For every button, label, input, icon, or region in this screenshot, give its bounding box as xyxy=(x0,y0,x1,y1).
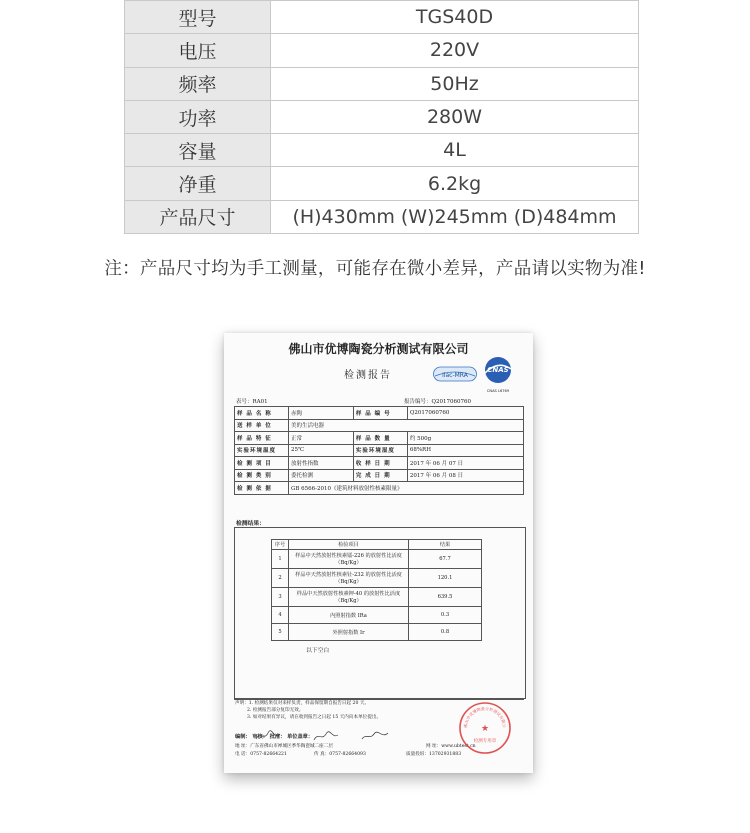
info-value: 2017 年 06 月 08 日 xyxy=(407,469,523,482)
spec-value: 220V xyxy=(271,34,639,67)
spec-value: 50Hz xyxy=(271,67,639,100)
handwritten-signatures-icon xyxy=(254,729,404,743)
result-item: 内照射指数 IRa xyxy=(289,607,409,624)
info-label: 样 品 名 称 xyxy=(235,407,289,420)
report-website: 网 址：www.ubtest.cn xyxy=(426,744,476,749)
cnas-logo-icon xyxy=(477,355,519,395)
report-fax: 传 真：0757-82664093 xyxy=(314,752,366,757)
spec-value: TGS40D xyxy=(271,1,639,34)
svg-text:检测专用章: 检测专用章 xyxy=(473,739,497,744)
svg-text:CNAS L6769: CNAS L6769 xyxy=(486,389,510,393)
result-header: 结果 xyxy=(409,540,482,550)
info-value: 68%RH xyxy=(407,444,523,457)
statement-3: 3. 如对结果有异议，请在收到报告之日起 15 天内向本单位提出。 xyxy=(247,715,382,720)
spec-row xyxy=(125,167,639,200)
result-item: 样品中天然放射性核素镭-226 的放射性比活度（Bq/Kg） xyxy=(289,550,409,569)
spec-label: 功率 xyxy=(125,100,271,133)
svg-text:ilac-MRA: ilac-MRA xyxy=(442,372,468,379)
result-header: 序号 xyxy=(272,540,289,550)
info-label: 检 测 类 别 xyxy=(235,469,289,482)
info-value: 25℃ xyxy=(289,444,354,457)
result-item: 外照射指数 Ir xyxy=(289,624,409,641)
info-value: 放射性指数 xyxy=(289,457,354,470)
info-label: 样 品 数 量 xyxy=(353,432,407,445)
result-no: 2 xyxy=(272,569,289,588)
info-value: 委托检测 xyxy=(289,469,354,482)
info-label: 实验环境湿度 xyxy=(353,444,407,457)
result-item: 样品中天然放射性核素钍-232 的放射性比活度（Bq/Kg） xyxy=(289,569,409,588)
report-info-row xyxy=(235,469,524,482)
result-no: 1 xyxy=(272,550,289,569)
info-label: 样 品 特 征 xyxy=(235,432,289,445)
report-info-row xyxy=(235,457,524,470)
info-label: 样 品 编 号 xyxy=(353,407,407,420)
svg-text:CNAS: CNAS xyxy=(487,366,509,374)
result-header-row xyxy=(272,540,482,550)
report-doc-title: 检测报告 xyxy=(344,370,392,381)
info-value: 赤陶 xyxy=(289,407,354,420)
result-no: 4 xyxy=(272,607,289,624)
result-table xyxy=(271,539,482,641)
result-value: 0.8 xyxy=(409,624,482,641)
info-value: 2017 年 06 月 07 日 xyxy=(407,457,523,470)
spec-value: 280W xyxy=(271,100,639,133)
result-label: 检测结果： xyxy=(236,521,265,527)
result-header: 检验项目 xyxy=(289,540,409,550)
report-company: 佛山市优博陶瓷分析测试有限公司 xyxy=(288,342,469,356)
svg-text:★: ★ xyxy=(480,724,490,734)
test-report-image xyxy=(224,333,533,773)
spec-table xyxy=(124,0,639,234)
info-label: 检 测 项 目 xyxy=(235,457,289,470)
spec-label: 型号 xyxy=(125,1,271,34)
result-row xyxy=(272,569,482,588)
info-label: 实验环境温度 xyxy=(235,444,289,457)
spec-label: 产品尺寸 xyxy=(125,200,271,233)
result-no: 5 xyxy=(272,624,289,641)
statement-1: 声明：1. 检测结果仅对来样负责，样品保留期自报告日起 20 天。 xyxy=(235,701,370,706)
spec-value: 4L xyxy=(271,134,639,167)
report-number: 报告编号：Q2017060760 xyxy=(404,399,472,405)
report-info-row xyxy=(235,444,524,457)
report-info-table xyxy=(234,406,524,495)
report-phone: 电 话：0757-82664221 xyxy=(235,752,287,757)
info-value: 美的生活电器 xyxy=(289,419,524,432)
blank-below-note: 以下空白 xyxy=(306,648,330,654)
result-item: 样品中天然放射性核素钾-40 的放射性比活度（Bq/Kg） xyxy=(289,588,409,607)
spec-row xyxy=(125,34,639,67)
spec-row xyxy=(125,67,639,100)
report-address: 地 址：广东省佛山市禅城区季华陶瓷城二座二层 xyxy=(235,744,333,749)
result-row xyxy=(272,624,482,641)
info-label: 完 成 日 期 xyxy=(353,469,407,482)
report-info-row xyxy=(235,482,524,495)
result-value: 67.7 xyxy=(409,550,482,569)
report-table-no: 表号：RA01 xyxy=(236,399,268,405)
report-info-row xyxy=(235,407,524,420)
spec-label: 净重 xyxy=(125,167,271,200)
result-no: 3 xyxy=(272,588,289,607)
result-value: 120.1 xyxy=(409,569,482,588)
report-info-row xyxy=(235,419,524,432)
spec-value: (H)430mm (W)245mm (D)484mm xyxy=(271,200,639,233)
info-value: GB 6566-2010《建筑材料放射性核素限量》 xyxy=(289,482,524,495)
info-label: 送 样 单 位 xyxy=(235,419,289,432)
result-row xyxy=(272,588,482,607)
spec-row xyxy=(125,100,639,133)
info-value: Q2017060760 xyxy=(407,407,523,420)
result-row xyxy=(272,550,482,569)
spec-row xyxy=(125,1,639,34)
spec-value: 6.2kg xyxy=(271,167,639,200)
report-info-row xyxy=(235,432,524,445)
spec-label: 频率 xyxy=(125,67,271,100)
report-complaint-phone: 质量投诉：13702931883 xyxy=(406,752,462,757)
spec-label: 电压 xyxy=(125,34,271,67)
info-value: 正常 xyxy=(289,432,354,445)
result-value: 0.3 xyxy=(409,607,482,624)
info-label: 检 测 依 据 xyxy=(235,482,289,495)
ilac-mra-logo-icon xyxy=(433,366,477,382)
result-value: 639.5 xyxy=(409,588,482,607)
red-seal-stamp-icon xyxy=(458,701,512,755)
measurement-note: 注：产品尺寸均为手工测量，可能存在微小差异，产品请以实物为准! xyxy=(104,259,646,279)
svg-text:佛山市优博陶瓷分析测试有限公司: 佛山市优博陶瓷分析测试有限公 xyxy=(462,705,508,729)
info-label: 收 样 日 期 xyxy=(353,457,407,470)
sign-line: 编制： 审核： 批准： 单位盖章： xyxy=(235,734,314,740)
statement-2: 2. 检测报告部分复印无效。 xyxy=(247,708,304,713)
spec-label: 容量 xyxy=(125,134,271,167)
spec-row xyxy=(125,200,639,233)
info-value: 约 500g xyxy=(407,432,523,445)
result-row xyxy=(272,607,482,624)
spec-row xyxy=(125,134,639,167)
